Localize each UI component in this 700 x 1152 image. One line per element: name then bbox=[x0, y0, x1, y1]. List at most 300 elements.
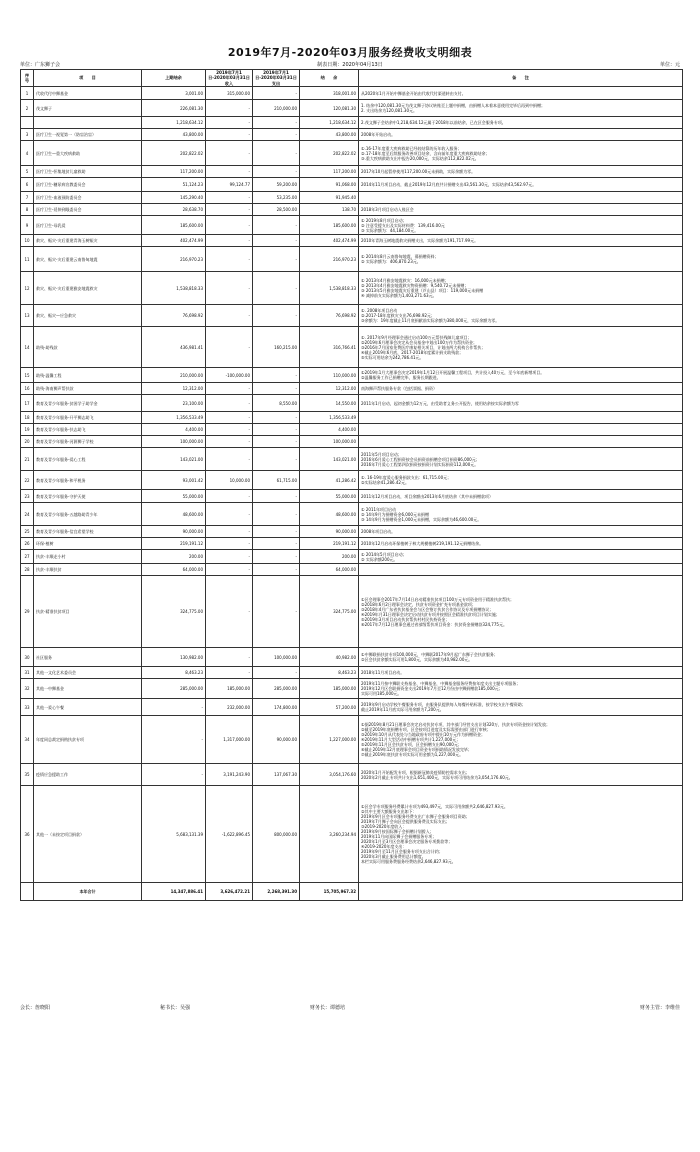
row-remark: 2019年9月启动学校午餐服务专项，由服务队提供每人每餐补贴标准，按学校支出午餐资助； 截止2019年11月底实际可用余额为7,200元。 bbox=[359, 699, 683, 716]
row-remark: ① 2013年4月雅安地震救灾：16,000元未捐赠； ② 2013年4月雅安地震救灾物资捐赠：9,540.72元未捐赠； ③ 2013年5月雅安地震灾后重建（芦山县）项目：119,000元未捐赠 ④ 减掉前支实际余额为1,403,271.63元。 bbox=[359, 272, 683, 305]
row-last-balance: 12,312.00 bbox=[142, 383, 206, 395]
row-expense: 59,200.00 bbox=[253, 178, 300, 192]
table-row bbox=[21, 368, 683, 383]
row-expense: - bbox=[253, 305, 300, 327]
table-row bbox=[21, 576, 683, 648]
row-item: 教育及青少年服务-守护天使 bbox=[34, 490, 142, 503]
finance-signature: 财务长：谭德培 bbox=[310, 1005, 346, 1011]
row-income: - bbox=[206, 235, 253, 247]
row-item: 医疗卫生-血液预防委员会 bbox=[34, 192, 142, 204]
row-seq: 15 bbox=[21, 368, 34, 383]
table-row bbox=[21, 166, 683, 178]
row-balance: 1,218,634.12 bbox=[300, 117, 359, 129]
row-item: 其他一爱心午餐 bbox=[34, 699, 142, 716]
row-last-balance: 8,463.23 bbox=[142, 667, 206, 679]
row-last-balance: 1,538,818.33 bbox=[142, 272, 206, 305]
row-last-balance: 93,001.42 bbox=[142, 471, 206, 490]
row-last-balance: 324,775.00 bbox=[142, 576, 206, 648]
row-item: 其他一中狮基金 bbox=[34, 679, 142, 699]
row-balance: 324,775.00 bbox=[300, 576, 359, 648]
row-seq: 12 bbox=[21, 272, 34, 305]
row-balance: 202,822.02 bbox=[300, 141, 359, 166]
row-item: 医疗卫生-延伸到眼委员会 bbox=[34, 204, 142, 216]
col-remark: 备 注 bbox=[359, 70, 683, 87]
row-balance: 8,463.23 bbox=[300, 667, 359, 679]
row-balance: 41,286.42 bbox=[300, 471, 359, 490]
table-row bbox=[21, 100, 683, 117]
row-income: - bbox=[206, 564, 253, 576]
row-expense: 90,000.00 bbox=[253, 716, 300, 764]
row-item: 医疗卫生-怀集地贫儿童救助 bbox=[34, 166, 142, 178]
row-expense: 285,000.00 bbox=[253, 679, 300, 699]
row-last-balance: 23,100.00 bbox=[142, 395, 206, 412]
expense-table bbox=[20, 69, 683, 901]
row-balance: 1,538,818.33 bbox=[300, 272, 359, 305]
row-balance: 43,800.00 bbox=[300, 129, 359, 141]
row-balance: 91,945.40 bbox=[300, 192, 359, 204]
row-income: - bbox=[206, 247, 253, 272]
row-item: 教育及青少年服务-扶志助飞 bbox=[34, 424, 142, 436]
secretary-signature: 秘书长：吴强 bbox=[160, 1005, 191, 1011]
table-row bbox=[21, 383, 683, 395]
row-last-balance: 55,000.00 bbox=[142, 490, 206, 503]
table-row bbox=[21, 667, 683, 679]
table-row bbox=[21, 526, 683, 538]
row-last-balance: 64,000.00 bbox=[142, 564, 206, 576]
row-remark: 2019年11月按中狮联支持基金、中狮基金，中狮基金服务经费按年度支出主题专项服务； 2019年12月区会联捐资金支出2019年7月至12月份由中狮捐赠款185,000元； 实际可用185,000元。 bbox=[359, 679, 683, 699]
total-balance: 15,705,967.32 bbox=[300, 883, 359, 901]
row-last-balance: 43,800.00 bbox=[142, 129, 206, 141]
row-expense: - bbox=[253, 368, 300, 383]
table-row bbox=[21, 192, 683, 204]
row-item: 年度同总裁定捐购扶贫专项 bbox=[34, 716, 142, 764]
row-last-balance: 226,081.30 bbox=[142, 100, 206, 117]
row-remark bbox=[359, 192, 683, 204]
row-item: 救灾、赈灾—应急救灾 bbox=[34, 305, 142, 327]
row-seq: 16 bbox=[21, 383, 34, 395]
row-income: - bbox=[206, 383, 253, 395]
row-expense: - bbox=[253, 550, 300, 564]
row-income: - bbox=[206, 327, 253, 368]
row-seq: 4 bbox=[21, 141, 34, 166]
row-balance: 216,970.23 bbox=[300, 247, 359, 272]
row-expense: - bbox=[253, 564, 300, 576]
row-expense: 174,800.00 bbox=[253, 699, 300, 716]
row-income: - bbox=[206, 395, 253, 412]
row-item: 教育及青少年服务-开平狮志助飞 bbox=[34, 412, 142, 424]
row-last-balance: 90,000.00 bbox=[142, 526, 206, 538]
table-row bbox=[21, 648, 683, 667]
row-item: 救灾、赈灾-灾后重建云南鲁甸地震 bbox=[34, 247, 142, 272]
table-row bbox=[21, 117, 683, 129]
row-balance: 120,081.30 bbox=[300, 100, 359, 117]
row-expense: - bbox=[253, 538, 300, 550]
row-item: 助残-海南狮声帮扶款 bbox=[34, 383, 142, 395]
row-remark: ①. 2008年项目启动 ②.2017-18年度救灾支出76,698.92元； ③余额为：19年度截止11月底捐献前实际余额为380,000元，实际余额为零。 bbox=[359, 305, 683, 327]
row-income: 185,000.00 bbox=[206, 679, 253, 699]
total-row bbox=[21, 883, 683, 901]
row-seq: 1 bbox=[21, 87, 34, 100]
col-income: 2019年7月1日-2020年03月31日收入 bbox=[206, 70, 253, 87]
row-seq: 24 bbox=[21, 503, 34, 526]
row-remark: 2020年1月开始配发专项，根据新冠肺炎疫情防控需求支出； 2020年2月截止专项共计支出1,651,400元，实际专项可用结余为3,054,176.60元。 bbox=[359, 764, 683, 786]
row-balance: 57,200.00 bbox=[300, 699, 359, 716]
table-row bbox=[21, 216, 683, 235]
row-item: 医疗卫生一视觉第一（防盲治盲） bbox=[34, 129, 142, 141]
row-last-balance: 4,400.00 bbox=[142, 424, 206, 436]
row-income: - bbox=[206, 538, 253, 550]
table-row bbox=[21, 204, 683, 216]
row-remark: 南海狮声帮扶服务专款（包括票据、捐资） bbox=[359, 383, 683, 395]
row-last-balance: 216,970.23 bbox=[142, 247, 206, 272]
row-income: - bbox=[206, 490, 253, 503]
row-income: - bbox=[206, 526, 253, 538]
row-seq: 31 bbox=[21, 667, 34, 679]
row-last-balance: 5,683,131.39 bbox=[142, 786, 206, 883]
table-body bbox=[21, 87, 683, 883]
row-remark: 2011年1月启动，起初金额为12万元，由受助者义务公开报告，使用结余按实际余额为零 bbox=[359, 395, 683, 412]
table-row bbox=[21, 436, 683, 448]
row-income: - bbox=[206, 192, 253, 204]
row-balance: 138.70 bbox=[300, 204, 359, 216]
row-last-balance: 100,000.00 bbox=[142, 436, 206, 448]
row-last-balance: 202,822.02 bbox=[142, 141, 206, 166]
row-item: 助残-温馨工程 bbox=[34, 368, 142, 383]
row-income: - bbox=[206, 412, 253, 424]
table-header-row bbox=[21, 70, 683, 87]
accountant-signature: 财务主管：李维佳 bbox=[639, 1005, 680, 1011]
total-label: 本年合计 bbox=[34, 883, 142, 901]
row-item: 其他一（未按定项目捐款） bbox=[34, 786, 142, 883]
row-item: 教育及青少年服务-和平税务 bbox=[34, 471, 142, 490]
row-remark: 2014年11月项目启动，截止2019年12月底共计捐赠支出43,561.30元，实际结余43,562.97元。 bbox=[359, 178, 683, 192]
row-remark: 2010年12月启动环保植树子林大规模植树219,191.12元捐赠结余。 bbox=[359, 538, 683, 550]
row-income: - bbox=[206, 204, 253, 216]
row-last-balance: 3,001.00 bbox=[142, 87, 206, 100]
row-expense: - bbox=[253, 448, 300, 471]
row-remark: ①.16-17年度重大疾病救助已经较结算的历年收入服务； ②.17-18年度至后续服务改善项目结余，含向前年度重大疾病救助结余； ③.重大疾病救助支出中报告20,000元，实际结余112,822.02元。 bbox=[359, 141, 683, 166]
row-expense: - bbox=[253, 247, 300, 272]
row-seq: 36 bbox=[21, 786, 34, 883]
row-seq: 34 bbox=[21, 716, 34, 764]
row-balance: 1,356,533.49 bbox=[300, 412, 359, 424]
row-expense: 160,215.00 bbox=[253, 327, 300, 368]
row-remark: ① 2019年8月项目启动； ② 注意受援支出及实际材料费：139,416.00元 ③ 实际余额为：44,184.00元。 bbox=[359, 216, 683, 235]
row-income: 232,000.00 bbox=[206, 699, 253, 716]
row-seq: 17 bbox=[21, 395, 34, 412]
row-balance: 143,021.00 bbox=[300, 448, 359, 471]
row-income: 10,000.00 bbox=[206, 471, 253, 490]
row-item: 教育及青少年服务-贫困学子助学金 bbox=[34, 395, 142, 412]
table-row bbox=[21, 178, 683, 192]
row-last-balance: 402,474.99 bbox=[142, 235, 206, 247]
row-balance: 12,312.00 bbox=[300, 383, 359, 395]
row-balance: 64,000.00 bbox=[300, 564, 359, 576]
row-balance: 3,054,176.60 bbox=[300, 764, 359, 786]
row-remark bbox=[359, 564, 683, 576]
row-remark: 2011年12月项目启动，项目余额由2013年6月底结余（其中未捐赠款项） bbox=[359, 490, 683, 503]
row-remark bbox=[359, 412, 683, 424]
currency-unit: 单位：元 bbox=[659, 62, 680, 68]
row-income: - bbox=[206, 305, 253, 327]
row-expense: - bbox=[253, 667, 300, 679]
row-seq: 11 bbox=[21, 247, 34, 272]
row-last-balance: 436,981.41 bbox=[142, 327, 206, 368]
row-seq: 19 bbox=[21, 424, 34, 436]
row-last-balance: 130,982.00 bbox=[142, 648, 206, 667]
row-item: 助残-助残款 bbox=[34, 327, 142, 368]
row-balance: 110,000.00 bbox=[300, 368, 359, 383]
row-last-balance: 1,218,634.12 bbox=[142, 117, 206, 129]
row-item: 其他一文化艺术委员会 bbox=[34, 667, 142, 679]
table-row bbox=[21, 538, 683, 550]
row-expense: 53,235.00 bbox=[253, 192, 300, 204]
row-expense: - bbox=[253, 503, 300, 526]
row-seq: 28 bbox=[21, 564, 34, 576]
row-item: 医疗卫生-糖尿病宣教委员会 bbox=[34, 178, 142, 192]
row-seq: 26 bbox=[21, 538, 34, 550]
row-expense: 61,715.00 bbox=[253, 471, 300, 490]
row-balance: 40,982.00 bbox=[300, 648, 359, 667]
row-remark: ①据2019年8月21日理事会决定启动扶贫专项，其中部门经营支出计划320万，扶贫专项资金按计划发放； ②截至2019年底捐赠专项，区会按项目进度及实际需要由部门进行审核； ③2019年10月从代表处与当地政府专项中拨出10万元作为捐赠资金； ④2019年11月大型活动中捐赠专项共计1,227,000元； ⑤2019年11月区会扶贫专项，区会捐赠支出90,000元； ⑥截止2019年12月底理事会项目资金专项捐助情况发放完毕； ⑦截止2019年底扶贫专项实际可用金额为1,227,000元。 bbox=[359, 716, 683, 764]
row-item: 教育及青少年服务-信宜希望学校 bbox=[34, 526, 142, 538]
row-expense: - bbox=[253, 235, 300, 247]
table-row bbox=[21, 550, 683, 564]
row-balance: 185,600.00 bbox=[300, 216, 359, 235]
document-title: 2019年7月-2020年03月服务经费收支明细表 bbox=[227, 46, 473, 59]
row-expense: 800,000.00 bbox=[253, 786, 300, 883]
row-balance: 4,400.00 bbox=[300, 424, 359, 436]
org-unit: 单位：广东狮子会 bbox=[20, 62, 61, 68]
row-income: 99,124.77 bbox=[206, 178, 253, 192]
table-row bbox=[21, 564, 683, 576]
row-seq: 30 bbox=[21, 648, 34, 667]
row-remark: 2008年项目启动。 bbox=[359, 526, 683, 538]
total-last-balance: 14,347,886.41 bbox=[142, 883, 206, 901]
row-seq: 23 bbox=[21, 490, 34, 503]
row-item: 疫情应急援助工作 bbox=[34, 764, 142, 786]
row-expense: - bbox=[253, 141, 300, 166]
row-expense: - bbox=[253, 436, 300, 448]
row-seq: 6 bbox=[21, 178, 34, 192]
table-row bbox=[21, 471, 683, 490]
row-seq: 18 bbox=[21, 412, 34, 424]
row-item: 救灾、赈灾-灾后重建青海玉树赈灾 bbox=[34, 235, 142, 247]
col-seq: 序号 bbox=[21, 70, 34, 87]
row-balance: 318,001.00 bbox=[300, 87, 359, 100]
row-item: 教育及青少年服务-五越路助青少年 bbox=[34, 503, 142, 526]
row-item: 代收代付中狮基金 bbox=[34, 87, 142, 100]
row-income: - bbox=[206, 129, 253, 141]
row-seq bbox=[21, 117, 34, 129]
row-seq: 20 bbox=[21, 436, 34, 448]
row-income: - bbox=[206, 648, 253, 667]
row-seq: 8 bbox=[21, 204, 34, 216]
row-remark: 2011年5月项目启动； 2016年6月爱心工程捐资按会员捐资前捐赠会项目捐资86,000元； 2016年7月爱心工程第四次捐资按捐资计划实际捐资112,000元。 bbox=[359, 448, 683, 471]
table-row bbox=[21, 87, 683, 100]
row-item: 扶贫-丰顺扶贫 bbox=[34, 564, 142, 576]
row-seq: 25 bbox=[21, 526, 34, 538]
row-item: 教育及青少年服务-河源狮子学校 bbox=[34, 436, 142, 448]
row-income: - bbox=[206, 272, 253, 305]
table-row bbox=[21, 490, 683, 503]
row-income: - bbox=[206, 550, 253, 564]
row-income: - bbox=[206, 576, 253, 648]
row-balance: 200.00 bbox=[300, 550, 359, 564]
table-row bbox=[21, 395, 683, 412]
row-item: 医疗卫生—重大疾病救助 bbox=[34, 141, 142, 166]
row-seq: 3 bbox=[21, 129, 34, 141]
president-signature: 会长：詹晓阳 bbox=[20, 1005, 51, 1011]
table-row bbox=[21, 679, 683, 699]
total-expense: 2,268,391.30 bbox=[253, 883, 300, 901]
table-row bbox=[21, 235, 683, 247]
row-balance: 402,474.99 bbox=[300, 235, 359, 247]
row-expense: - bbox=[253, 383, 300, 395]
table-row bbox=[21, 503, 683, 526]
row-seq: 14 bbox=[21, 327, 34, 368]
row-income: - bbox=[206, 117, 253, 129]
table-row bbox=[21, 424, 683, 436]
table-row bbox=[21, 764, 683, 786]
row-last-balance: - bbox=[142, 699, 206, 716]
row-income: - bbox=[206, 436, 253, 448]
row-remark: ①区会理事会2017年7月14日启动精准扶贫项目100万元专项资金用于精准扶贫帮扶； ②2018年6月2日理事会决定，扶贫专项资金扩充专项基金款项； ③2018年4月广东省扶贫基金会与区会签订扶贫合作协议及专项捐赠协议； ④2019年月31日理事会决定启动扶贫专项并按照区会精准扶贫项目计划实施； ⑤2019年3月项目启动扶贫帮扶村村民扶持资金； ⑥2017年7月12日理事会通过省部级帮扶项目资金：扶贫资金捐赠款324,775元。 bbox=[359, 576, 683, 648]
table-row bbox=[21, 141, 683, 166]
row-item: 社区服务 bbox=[34, 648, 142, 667]
row-income: 1,317,000.00 bbox=[206, 716, 253, 764]
row-expense: 100,000.00 bbox=[253, 648, 300, 667]
total-remark-cell bbox=[359, 883, 683, 901]
row-expense: - bbox=[253, 166, 300, 178]
row-balance: 316,766.41 bbox=[300, 327, 359, 368]
row-seq: 22 bbox=[21, 471, 34, 490]
row-income: - bbox=[206, 141, 253, 166]
row-last-balance: 219,191.12 bbox=[142, 538, 206, 550]
row-seq: 32 bbox=[21, 679, 34, 699]
row-remark: 2008年开始启动。 bbox=[359, 129, 683, 141]
row-item: 医疗卫生-母乳爱 bbox=[34, 216, 142, 235]
row-income: - bbox=[206, 667, 253, 679]
row-expense: 210,000.00 bbox=[253, 100, 300, 117]
table-row bbox=[21, 716, 683, 764]
row-expense: - bbox=[253, 424, 300, 436]
row-income: - bbox=[206, 424, 253, 436]
row-expense: - bbox=[253, 129, 300, 141]
row-remark: ①2019年1月大理事会决定2019年1月12日开展温馨工程项目，共计投入40万元，至今年底新增项目。 ②温馨服务工作已捐赠完毕，服务长期跟进。 bbox=[359, 368, 683, 383]
row-expense: - bbox=[253, 117, 300, 129]
row-seq: 29 bbox=[21, 576, 34, 648]
row-last-balance: 28,638.70 bbox=[142, 204, 206, 216]
row-balance: 14,550.00 bbox=[300, 395, 359, 412]
row-last-balance: 210,000.00 bbox=[142, 368, 206, 383]
row-last-balance: 1,356,533.49 bbox=[142, 412, 206, 424]
row-remark: ①区会学专项服务经费累计专项为493,497元，实际可用余额共2,646,827.93元。 ②其中主要大额服务支出如下： 2019年9月区会专项服务经费支出广东狮子会服务项目资助； 2019年7月狮子会向区会提供服务费及实际支出； ③2019-2020年度收入： 2019年9月按国际狮子会捐赠计划拨入； 2019年11月向国际狮子会捐赠服务专项； 2020年1月至3月区会理事会决定服务专项拨款等； ④2019-2020年度支出： 2019年9月至11月区会服务专项支出合计约； 2020年3月截止服务费用总计额度。 本栏实际可用服务费服务经费结余2,646,827.93元。 bbox=[359, 786, 683, 883]
table-row bbox=[21, 786, 683, 883]
row-seq: 7 bbox=[21, 192, 34, 204]
row-last-balance: 200.00 bbox=[142, 550, 206, 564]
row-income: - bbox=[206, 166, 253, 178]
row-expense: - bbox=[253, 576, 300, 648]
row-seq: 10 bbox=[21, 235, 34, 247]
row-remark: ① 2014年8月云南鲁甸地震，募捐赠资料； ② 实际余额为：406,870.23元。 bbox=[359, 247, 683, 272]
row-item: 救灾、赈灾-灾后重建雅安地震救灾 bbox=[34, 272, 142, 305]
row-remark: ①. 2017年9月经理事会通过启动100万元帮扶残障儿童项目； ②2019年6月理事会决定从会员基金中划出100万作为帮扶资金； ③2016年7月国家免费医疗康复相关项目，计划由两大机构合作帮扶； ④截止2019年6月底，2017-2018年度累计捐支助残款； ⑤实际可用结余为242,786.41元。 bbox=[359, 327, 683, 368]
row-item bbox=[34, 117, 142, 129]
row-last-balance: - bbox=[142, 764, 206, 786]
row-expense: - bbox=[253, 272, 300, 305]
row-remark: 从2020年1月开始中狮基金开始由代收代付渠道转由支付。 bbox=[359, 87, 683, 100]
total-income: 3,626,472.21 bbox=[206, 883, 253, 901]
row-remark: 2.茂文狮子会结余中1,218,634.12元属于2018年以前结余，已在区会服务专项。 bbox=[359, 117, 683, 129]
row-remark: ①. 16-19年度爱心服务捐款支出：61,715.00元； ②实际结余41,286.42元。 bbox=[359, 471, 683, 490]
row-balance: 219,191.12 bbox=[300, 538, 359, 550]
row-remark: ① 2014年5月项目启动； ② 实际余额200元。 bbox=[359, 550, 683, 564]
row-last-balance: 76,698.92 bbox=[142, 305, 206, 327]
row-balance: 3,260,234.94 bbox=[300, 786, 359, 883]
row-income: - bbox=[206, 448, 253, 471]
row-remark: 2017年10月起暂停使用117,200.00元未捐助，实际余额为零。 bbox=[359, 166, 683, 178]
row-income: 315,000.00 bbox=[206, 87, 253, 100]
row-seq: 33 bbox=[21, 699, 34, 716]
col-balance: 结 余 bbox=[300, 70, 359, 87]
row-remark: ① 2011年项目启动 ② 14年9月为捐赠资金6,000元未捐赠 ③ 14年9月为捐赠资金1,000元未捐赠，实际余额为46,600.00元。 bbox=[359, 503, 683, 526]
row-expense: - bbox=[253, 526, 300, 538]
table-row bbox=[21, 305, 683, 327]
row-last-balance: 48,600.00 bbox=[142, 503, 206, 526]
row-balance: 55,000.00 bbox=[300, 490, 359, 503]
row-balance: 90,000.00 bbox=[300, 526, 359, 538]
row-seq: 5 bbox=[21, 166, 34, 178]
col-item: 项 目 bbox=[34, 70, 142, 87]
row-remark bbox=[359, 436, 683, 448]
row-seq: 21 bbox=[21, 448, 34, 471]
row-seq: 2 bbox=[21, 100, 34, 117]
row-remark: ①中狮联捐扶贫专项100,000元，中狮联2017年9月起广东狮子会扶贫服务； ②区会扶贫余额实际可用1,800元，实际余额为40,982.00元。 bbox=[359, 648, 683, 667]
row-income: -100,000.00 bbox=[206, 368, 253, 383]
row-income: - bbox=[206, 100, 253, 117]
row-seq: 27 bbox=[21, 550, 34, 564]
row-expense: - bbox=[253, 216, 300, 235]
row-expense: 8,550.00 bbox=[253, 395, 300, 412]
row-item: 扶贫-精准扶贫项目 bbox=[34, 576, 142, 648]
row-remark bbox=[359, 424, 683, 436]
row-income: - bbox=[206, 216, 253, 235]
row-income: 3,191,243.90 bbox=[206, 764, 253, 786]
row-expense: 137,067.30 bbox=[253, 764, 300, 786]
row-item: 茂文狮子 bbox=[34, 100, 142, 117]
row-balance: 76,698.92 bbox=[300, 305, 359, 327]
table-row bbox=[21, 412, 683, 424]
row-item: 扶贫-丰顺走小村 bbox=[34, 550, 142, 564]
row-income: - bbox=[206, 503, 253, 526]
row-expense: - bbox=[253, 87, 300, 100]
row-seq: 13 bbox=[21, 305, 34, 327]
table-row bbox=[21, 448, 683, 471]
row-balance: 185,000.00 bbox=[300, 679, 359, 699]
row-remark: 2018年11月项目启动。 bbox=[359, 667, 683, 679]
row-seq: 9 bbox=[21, 216, 34, 235]
row-last-balance: 185,600.00 bbox=[142, 216, 206, 235]
total-seq-cell bbox=[21, 883, 34, 901]
row-remark: 2018年3月项目启动入账区会 bbox=[359, 204, 683, 216]
row-expense: - bbox=[253, 490, 300, 503]
row-last-balance: 143,021.00 bbox=[142, 448, 206, 471]
col-expense: 2019年7月1日-2020年03月31日支出 bbox=[253, 70, 300, 87]
signature-footer bbox=[20, 1004, 680, 1014]
row-income: -1,622,896.45 bbox=[206, 786, 253, 883]
table-row bbox=[21, 272, 683, 305]
